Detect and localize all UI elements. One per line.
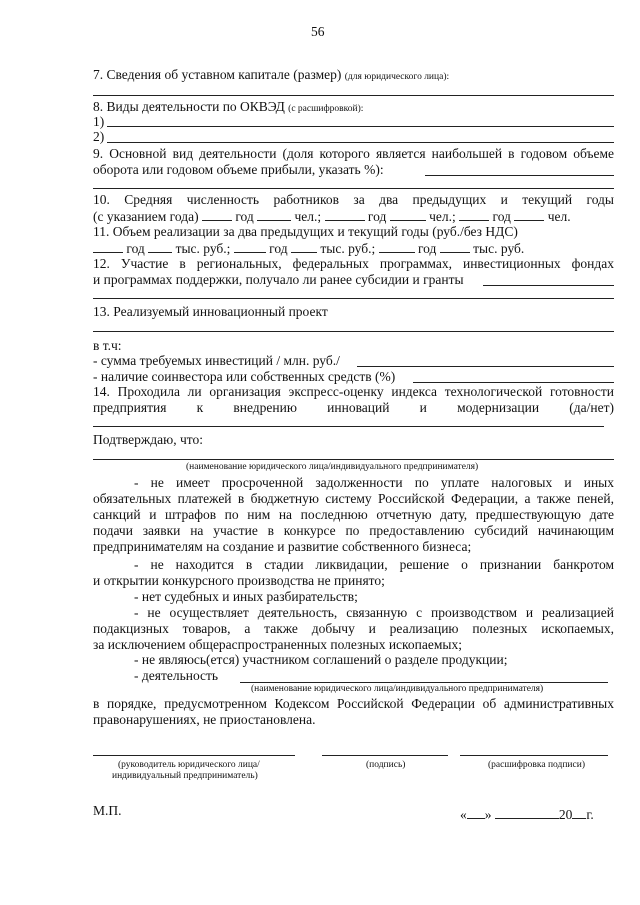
- s10-year-2-field[interactable]: [325, 208, 365, 221]
- section-12-line-1: 12. Участие в региональных, федеральных программах, инвестиционных фондах: [93, 256, 614, 271]
- section-9-line-1: 9. Основной вид деятельности (доля которого является наибольшей в годовом объеме: [93, 146, 614, 161]
- s11-amount-1-field[interactable]: [148, 240, 172, 253]
- p6-activity-field[interactable]: [240, 682, 608, 683]
- p1-line-4: подачи заявки на участие в конкурсе по предоставлению субсидий начинающим: [93, 523, 614, 538]
- s10-year-3-field[interactable]: [459, 208, 489, 221]
- section-14-line-2: предприятия к внедрению инноваций и модернизации (да/нет): [93, 400, 614, 415]
- date-line: « » 20 г.: [460, 807, 594, 822]
- p6-caption: (наименование юридического лица/индивидуального предпринимателя): [251, 684, 544, 694]
- s11-amount-3-field[interactable]: [440, 240, 470, 253]
- confirm-heading: Подтверждаю, что:: [93, 432, 203, 447]
- closing-line-1: в порядке, предусмотренном Кодексом Российской Федерации об административных: [93, 696, 614, 711]
- signature-decode-field[interactable]: [460, 755, 608, 756]
- section-13-field[interactable]: [93, 331, 614, 332]
- p4-line-2: подакцизных товаров, а также добычу и реализацию полезных ископаемых,: [93, 621, 614, 636]
- section-14-line-1: 14. Проходила ли организация экспресс-оценку индекса технологической готовности: [93, 384, 614, 399]
- p1-line-1: - не имеет просроченной задолженности по уплате налоговых и иных: [134, 475, 614, 490]
- p5-line-1: - не являюсь(ется) участником соглашений о разделе продукции;: [134, 652, 508, 667]
- incl-sum-label: - сумма требуемых инвестиций / млн. руб./: [93, 353, 340, 368]
- signature-decode-caption: (расшифровка подписи): [488, 760, 585, 770]
- s10-year-1-field[interactable]: [202, 208, 232, 221]
- signature-head-caption-2: индивидуальный предприниматель): [112, 771, 258, 781]
- s10-count-3-field[interactable]: [514, 208, 544, 221]
- section-11-line-1: 11. Объем реализации за два предыдущих и текущий годы (руб./без НДС): [93, 224, 518, 239]
- date-year-field[interactable]: [572, 806, 586, 819]
- signature-sign-field[interactable]: [322, 755, 448, 756]
- section-12-line-2: и программах поддержки, получало ли ранее субсидии и гранты: [93, 272, 464, 287]
- section-12-inline-field[interactable]: [483, 285, 614, 286]
- p4-line-3: за исключением общераспространенных полезных ископаемых;: [93, 637, 462, 652]
- p1-line-5: предпринимателям на создание и развитие собственного бизнеса;: [93, 539, 472, 554]
- s11-amount-2-field[interactable]: [291, 240, 317, 253]
- section-13-label: 13. Реализуемый инновационный проект: [93, 304, 328, 319]
- date-day-field[interactable]: [467, 806, 485, 819]
- s11-year-1-field[interactable]: [93, 240, 123, 253]
- section-12-field[interactable]: [93, 298, 614, 299]
- section-8-item-1-field[interactable]: [107, 126, 614, 127]
- section-10-line-2: (с указанием года) год чел.; год чел.; год чел.: [93, 209, 571, 224]
- section-8-item-2-label: 2): [93, 129, 105, 144]
- s10-count-2-field[interactable]: [390, 208, 426, 221]
- signature-head-caption-1: (руководитель юридического лица/: [118, 760, 260, 770]
- s10-count-1-field[interactable]: [257, 208, 291, 221]
- section-11-line-2: год тыс. руб.; год тыс. руб.; год тыс. руб.: [93, 240, 524, 257]
- s11-year-2-field[interactable]: [234, 240, 266, 253]
- section-8-label: 8. Виды деятельности по ОКВЭД (с расшифровкой):: [93, 99, 364, 114]
- section-9-field[interactable]: [93, 188, 614, 189]
- p2-line-1: - не находится в стадии ликвидации, решение о признании банкротом: [134, 557, 614, 572]
- incl-coinvestor-field[interactable]: [413, 382, 614, 383]
- page-number: 56: [311, 24, 325, 39]
- section-10-line-1: 10. Средняя численность работников за два предыдущих и текущий годы: [93, 192, 614, 207]
- section-14-field[interactable]: [93, 426, 604, 427]
- section-8-item-1-label: 1): [93, 114, 105, 129]
- p2-line-2: и открытии конкурсного производства не принято;: [93, 573, 385, 588]
- section-8-item-2-field[interactable]: [107, 142, 614, 143]
- confirm-caption: (наименование юридического лица/индивидуального предпринимателя): [186, 462, 479, 472]
- section-9-percent-field[interactable]: [425, 175, 614, 176]
- p4-line-1: - не осуществляет деятельность, связанную с производством и реализацией: [134, 605, 614, 620]
- date-month-field[interactable]: [495, 806, 559, 819]
- incl-head: в т.ч:: [93, 338, 122, 353]
- p1-line-3: санкций и штрафов по ним на последнюю отчетную дату, предшествующую дате: [93, 507, 614, 522]
- incl-sum-field[interactable]: [357, 366, 614, 367]
- section-7-field[interactable]: [93, 95, 614, 96]
- signature-head-field[interactable]: [93, 755, 295, 756]
- section-7-label: 7. Сведения об уставном капитале (размер) (для юридического лица):: [93, 67, 450, 82]
- section-9-line-2: оборота или годовом объеме прибыли, указать %):: [93, 162, 384, 177]
- incl-coinvestor-label: - наличие соинвестора или собственных средств (%): [93, 369, 396, 384]
- stamp-label: М.П.: [93, 803, 122, 818]
- s11-year-3-field[interactable]: [379, 240, 415, 253]
- closing-line-2: правонарушениях, не приостановлена.: [93, 712, 316, 727]
- p1-line-2: обязательных платежей в бюджетную систему Российской Федерации, а также пеней,: [93, 491, 614, 506]
- confirm-name-field[interactable]: [93, 459, 614, 460]
- p3-line-1: - нет судебных и иных разбирательств;: [134, 589, 358, 604]
- signature-sign-caption: (подпись): [366, 760, 406, 770]
- p6-label: - деятельность: [134, 668, 219, 683]
